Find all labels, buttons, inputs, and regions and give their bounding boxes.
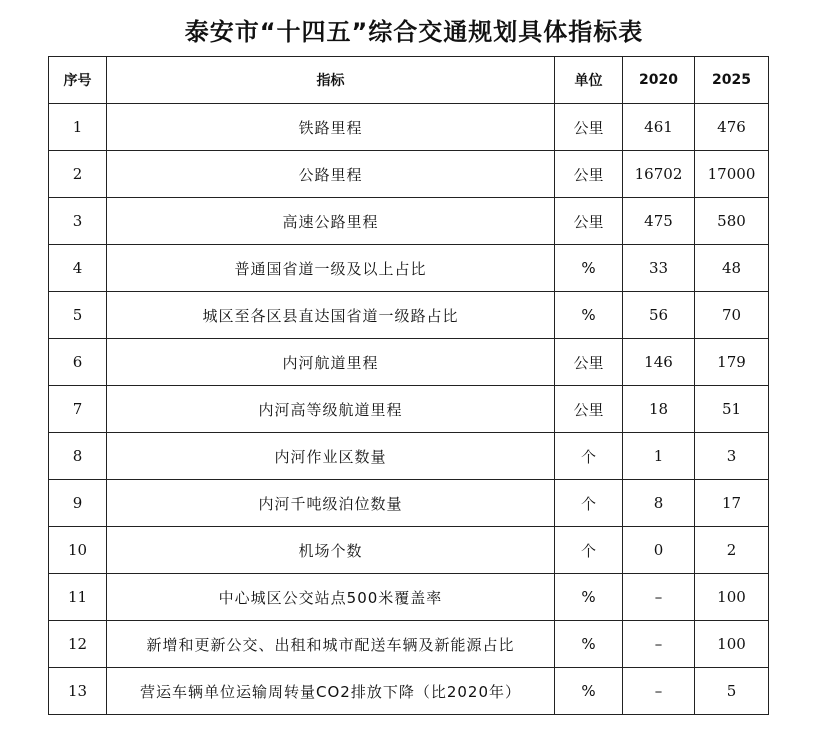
row-value-2025: 17000 — [695, 151, 769, 198]
row-serial-number: 13 — [49, 668, 107, 715]
table-row — [49, 386, 769, 433]
row-value-2020: 146 — [623, 339, 695, 386]
row-indicator: 高速公路里程 — [107, 198, 555, 245]
row-unit: 个 — [555, 433, 623, 480]
row-indicator: 中心城区公交站点500米覆盖率 — [107, 574, 555, 621]
row-value-2020: 1 — [623, 433, 695, 480]
row-unit: 公里 — [555, 339, 623, 386]
row-unit: 公里 — [555, 151, 623, 198]
table-row — [49, 621, 769, 668]
row-serial-number: 2 — [49, 151, 107, 198]
row-value-2020: 0 — [623, 527, 695, 574]
row-value-2020: – — [623, 574, 695, 621]
row-serial-number: 8 — [49, 433, 107, 480]
table-row — [49, 527, 769, 574]
row-value-2025: 51 — [695, 386, 769, 433]
row-unit: % — [555, 574, 623, 621]
row-indicator: 普通国省道一级及以上占比 — [107, 245, 555, 292]
table-row — [49, 433, 769, 480]
row-value-2025: 179 — [695, 339, 769, 386]
row-indicator: 内河千吨级泊位数量 — [107, 480, 555, 527]
header-year-2020: 2020 — [623, 57, 695, 104]
table-row — [49, 480, 769, 527]
row-unit: 公里 — [555, 386, 623, 433]
table-row — [49, 292, 769, 339]
table-row — [49, 104, 769, 151]
row-value-2025: 70 — [695, 292, 769, 339]
header-serial-number: 序号 — [49, 57, 107, 104]
row-value-2025: 3 — [695, 433, 769, 480]
header-indicator: 指标 — [107, 57, 555, 104]
row-unit: % — [555, 621, 623, 668]
row-value-2020: 8 — [623, 480, 695, 527]
row-indicator: 内河航道里程 — [107, 339, 555, 386]
row-value-2020: 33 — [623, 245, 695, 292]
indicator-table — [48, 56, 769, 715]
row-indicator: 内河作业区数量 — [107, 433, 555, 480]
row-value-2025: 17 — [695, 480, 769, 527]
row-serial-number: 4 — [49, 245, 107, 292]
row-indicator: 新增和更新公交、出租和城市配送车辆及新能源占比 — [107, 621, 555, 668]
row-unit: % — [555, 245, 623, 292]
row-unit: % — [555, 668, 623, 715]
table-row — [49, 339, 769, 386]
row-value-2020: 18 — [623, 386, 695, 433]
table-row — [49, 198, 769, 245]
row-value-2020: 461 — [623, 104, 695, 151]
table-row — [49, 151, 769, 198]
row-indicator: 内河高等级航道里程 — [107, 386, 555, 433]
header-unit: 单位 — [555, 57, 623, 104]
row-value-2025: 5 — [695, 668, 769, 715]
table-row — [49, 668, 769, 715]
table-header-row — [49, 57, 769, 104]
row-value-2020: 56 — [623, 292, 695, 339]
table-row — [49, 574, 769, 621]
row-serial-number: 6 — [49, 339, 107, 386]
row-value-2025: 476 — [695, 104, 769, 151]
row-indicator: 城区至各区县直达国省道一级路占比 — [107, 292, 555, 339]
header-year-2025: 2025 — [695, 57, 769, 104]
row-unit: % — [555, 292, 623, 339]
row-value-2020: – — [623, 668, 695, 715]
row-unit: 公里 — [555, 104, 623, 151]
row-unit: 个 — [555, 480, 623, 527]
row-unit: 个 — [555, 527, 623, 574]
row-value-2020: – — [623, 621, 695, 668]
row-value-2025: 48 — [695, 245, 769, 292]
row-indicator: 营运车辆单位运输周转量CO2排放下降（比2020年） — [107, 668, 555, 715]
row-serial-number: 1 — [49, 104, 107, 151]
row-value-2025: 100 — [695, 574, 769, 621]
row-indicator: 公路里程 — [107, 151, 555, 198]
row-value-2025: 580 — [695, 198, 769, 245]
row-serial-number: 11 — [49, 574, 107, 621]
row-unit: 公里 — [555, 198, 623, 245]
table-row — [49, 245, 769, 292]
row-serial-number: 5 — [49, 292, 107, 339]
row-serial-number: 9 — [49, 480, 107, 527]
row-value-2025: 2 — [695, 527, 769, 574]
row-value-2020: 16702 — [623, 151, 695, 198]
row-serial-number: 3 — [49, 198, 107, 245]
row-indicator: 机场个数 — [107, 527, 555, 574]
row-serial-number: 7 — [49, 386, 107, 433]
row-serial-number: 10 — [49, 527, 107, 574]
row-serial-number: 12 — [49, 621, 107, 668]
row-value-2025: 100 — [695, 621, 769, 668]
row-value-2020: 475 — [623, 198, 695, 245]
row-indicator: 铁路里程 — [107, 104, 555, 151]
document-title: 泰安市“十四五”综合交通规划具体指标表 — [184, 18, 644, 46]
